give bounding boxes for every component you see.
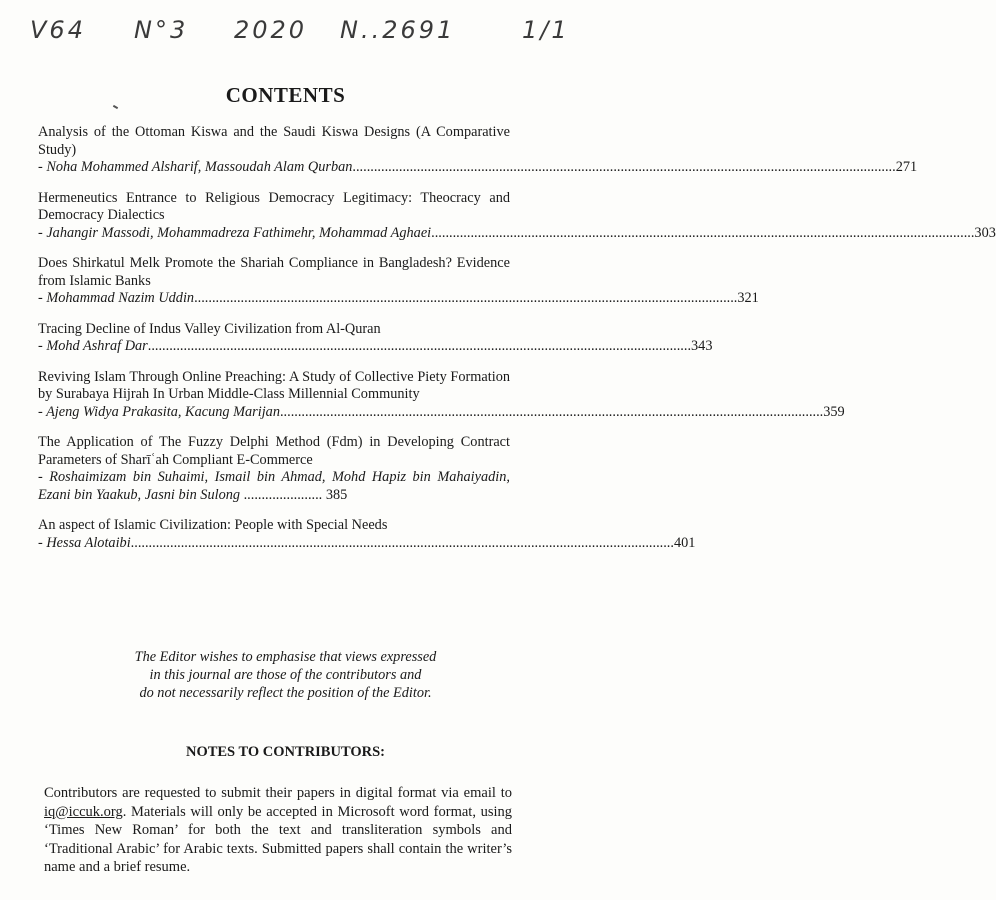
entry-title: Analysis of the Ottoman Kiswa and the Saudi Kiswa Designs (A Comparative Study) — [38, 124, 510, 158]
entry-page-value: 385 — [325, 486, 348, 503]
notes-body — [44, 784, 512, 877]
dot-leader — [352, 159, 895, 177]
entry-author-line — [38, 469, 510, 504]
handwritten-year: 2020 — [234, 16, 308, 44]
dot-leader — [431, 225, 974, 243]
entry-authors: - Mohammad Nazim Uddin — [38, 290, 195, 306]
entry-title: Tracing Decline of Indus Valley Civilization from Al-Quran — [38, 320, 381, 337]
disclaimer-line: in this journal are those of the contributors and — [149, 667, 422, 683]
entry-page-number: 343 — [691, 338, 713, 354]
toc-entry — [38, 517, 696, 552]
entry-authors: - Hessa Alotaibi — [38, 534, 131, 551]
entry-authors: - Mohd Ashraf Dar — [38, 338, 148, 354]
entry-title: The Application of The Fuzzy Delphi Method (Fdm) in Developing Contract Parameters of Sharīʿah Compliant E-Commerce — [38, 434, 510, 468]
dot-leader — [131, 535, 674, 553]
entry-authors: - Roshaimizam bin Suhaimi, Ismail bin Ahmad, Mohd Hapiz bin Mahaiyadin, Ezani bin Yaakub, Jasni bin Sulong — [38, 469, 510, 503]
toc-entry — [38, 124, 918, 177]
table-of-contents — [38, 124, 996, 565]
entry-page-number: 321 — [737, 290, 759, 306]
toc-entry — [38, 189, 996, 243]
dot-leader — [194, 290, 737, 308]
disclaimer-line: The Editor wishes to emphasise that views expressed — [134, 649, 437, 665]
entry-authors: - Jahangir Massodi, Mohammadreza Fathimehr, Mohammad Aghaei — [38, 224, 432, 241]
entry-title: Hermeneutics Entrance to Religious Democracy Legitimacy: Theocracy and Democracy Dialectics — [38, 189, 510, 223]
dot-leader — [280, 404, 823, 422]
toc-entry — [38, 368, 845, 422]
toc-entry — [38, 255, 759, 308]
entry-author-line — [38, 159, 918, 177]
entry-author-line — [38, 224, 996, 243]
entry-authors: - Ajeng Widya Prakasita, Kacung Marijan — [38, 403, 280, 420]
entry-page-number: 271 — [895, 159, 918, 175]
handwritten-number: N°3 — [134, 16, 189, 44]
notes-text-before: Contributors are requested to submit their papers in digital format via email to — [44, 785, 512, 801]
notes-text-after: . Materials will only be accepted in Microsoft word format, using ‘Times New Roman’ for both the text and transliteration symbols and ‘Traditional Arabic’ for Arabic texts. Submitted papers shall contain the writer’s name and a brief resume. — [44, 803, 512, 875]
entry-author-line — [38, 403, 845, 422]
email-link[interactable]: iq@iccuk.org — [44, 803, 123, 820]
entry-title: Does Shirkatul Melk Promote the Shariah Compliance in Bangladesh? Evidence from Islamic Banks — [38, 255, 510, 289]
entry-title: Reviving Islam Through Online Preaching: A Study of Collective Piety Formation by Surabaya Hijrah In Urban Middle-Class Millennial Community — [38, 368, 510, 402]
entry-page-number: 359 — [823, 403, 845, 420]
dot-leader — [148, 338, 691, 356]
toc-entry — [38, 434, 510, 504]
page-title: CONTENTS — [225, 83, 346, 107]
editor-disclaimer — [0, 648, 571, 702]
entry-author-line — [38, 290, 759, 308]
entry-author-line — [38, 338, 713, 356]
handwritten-volume: V64 — [30, 16, 86, 44]
entry-page-number: ...................... 385 — [240, 486, 348, 503]
entry-page-number: 401 — [673, 534, 696, 551]
handwritten-catalog-number: N..2691 — [340, 16, 456, 44]
entry-authors: - Noha Mohammed Alsharif, Massoudah Alam Qurban — [38, 159, 353, 175]
entry-title: An aspect of Islamic Civilization: People with Special Needs — [38, 517, 388, 533]
handwritten-annotation — [30, 12, 570, 48]
handwritten-fraction: 1/1 — [522, 16, 570, 44]
notes-heading: NOTES TO CONTRIBUTORS: — [185, 744, 386, 760]
toc-entry — [38, 320, 713, 356]
entry-page-number: 303 — [974, 224, 996, 241]
entry-author-line — [38, 534, 696, 553]
disclaimer-line: do not necessarily reflect the position of the Editor. — [139, 685, 432, 701]
